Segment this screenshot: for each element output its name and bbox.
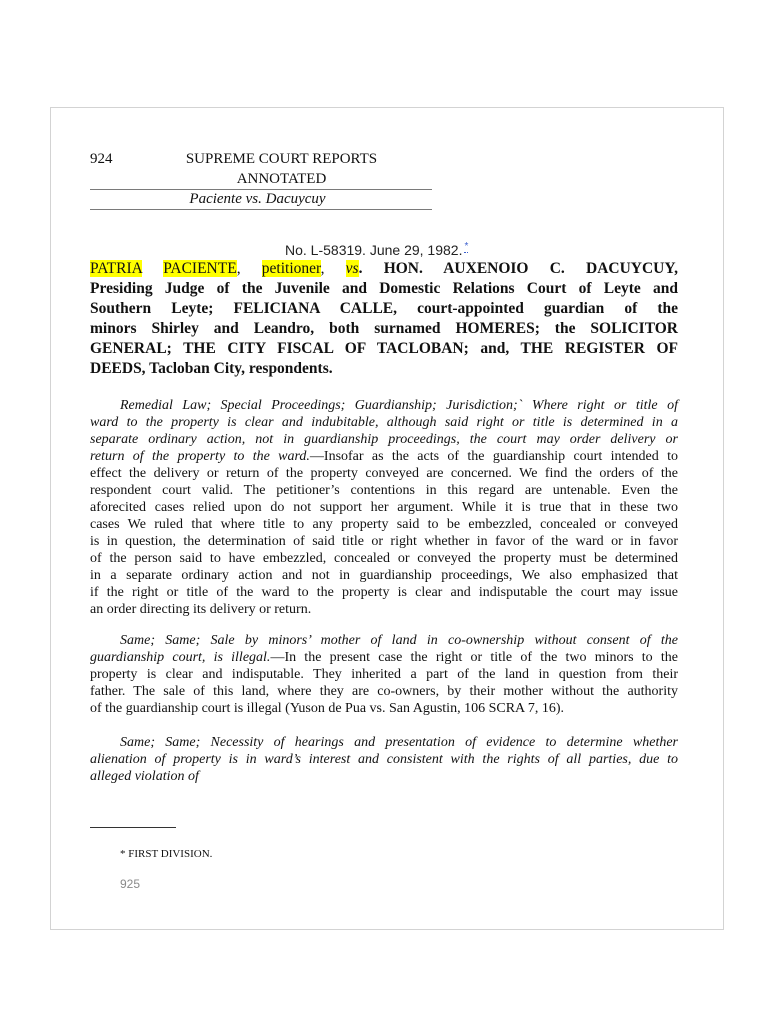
syllabus-line bbox=[90, 516, 678, 533]
syllabus-line bbox=[90, 414, 678, 431]
syllabus-line bbox=[90, 601, 678, 618]
bold-text: HON. AUXENOIO C. DACUYCUY, bbox=[383, 260, 678, 277]
caption-line bbox=[90, 279, 678, 299]
italic-text: Same; Same; Necessity of hearings and presentation of evidence to determine whether bbox=[120, 735, 678, 750]
italic-text: Same; Same; Sale by minors’ mother of land in co-ownership without consent of the bbox=[120, 633, 678, 648]
text-run: property is clear and indisputable. They inherited a part of the land in question from their bbox=[90, 667, 678, 682]
syllabus-line bbox=[90, 465, 678, 482]
italic-text: Remedial Law; Special Proceedings; Guardianship; Jurisdiction;` Where right or title of bbox=[120, 398, 678, 413]
footnote bbox=[120, 847, 212, 861]
syllabus-paragraph-sale-by-mother bbox=[90, 632, 678, 717]
syllabus-line bbox=[90, 734, 678, 751]
italic-text: return of the property to the ward. bbox=[90, 449, 310, 464]
text-run: if the right or title of the ward to the property is clear and indisputable the court may issue bbox=[90, 585, 678, 600]
parties-caption bbox=[90, 259, 678, 379]
syllabus-line bbox=[90, 649, 678, 666]
highlighted-italic-text: vs bbox=[345, 260, 359, 277]
syllabus-line bbox=[90, 499, 678, 516]
syllabus-line bbox=[90, 700, 678, 717]
bold-text: Presiding Judge of the Juvenile and Domestic Relations Court of Leyte and bbox=[90, 280, 678, 297]
syllabus-line bbox=[90, 533, 678, 550]
text-run: of the person said to have embezzled, concealed or conveyed the property must be determined bbox=[90, 551, 678, 566]
text-run: , bbox=[320, 260, 346, 277]
text-run: —In the present case the right or title of the two minors to the bbox=[270, 650, 678, 665]
syllabus-line bbox=[90, 448, 678, 465]
italic-text: alienation of property is in ward’s interest and consistent with the rights of all parties, due to bbox=[90, 752, 678, 767]
text-run: respondent court valid. The petitioner’s contentions in this regard are untenable. Even the bbox=[90, 483, 678, 498]
header-rule-bottom bbox=[90, 209, 432, 210]
italic-text: alleged violation of bbox=[90, 769, 199, 784]
syllabus-line bbox=[90, 567, 678, 584]
next-page-number: 925 bbox=[120, 877, 141, 891]
bold-text: DEEDS, Tacloban City, respondents. bbox=[90, 360, 333, 377]
text-run: father. The sale of this land, where they are co-owners, by their mother without the authority bbox=[90, 684, 678, 699]
syllabus-line bbox=[90, 550, 678, 567]
italic-text: separate ordinary action, not in guardianship proceedings, the court may order delivery or bbox=[90, 432, 678, 447]
running-title: Paciente vs. Dacuycuy bbox=[189, 191, 326, 207]
caption-line bbox=[90, 299, 678, 319]
case-docket-line bbox=[285, 240, 468, 260]
caption-line bbox=[90, 339, 678, 359]
text-run: , bbox=[236, 260, 262, 277]
footnote-separator bbox=[90, 827, 176, 828]
italic-text: guardianship court, is illegal. bbox=[90, 650, 271, 665]
highlighted-text: PACIENTE bbox=[163, 260, 237, 277]
footnote-text: FIRST DIVISION. bbox=[128, 848, 213, 860]
syllabus-line bbox=[90, 666, 678, 683]
syllabus-line bbox=[90, 751, 678, 768]
bold-text: Southern Leyte; FELICIANA CALLE, court-appointed guardian of the bbox=[90, 300, 678, 317]
caption-line bbox=[90, 319, 678, 339]
bold-text: . bbox=[358, 260, 384, 277]
caption-line bbox=[90, 259, 678, 279]
syllabus-paragraph-necessity-of-hearings bbox=[90, 734, 678, 785]
caption-line bbox=[90, 359, 678, 379]
text-run: cases We ruled that where title to any property said to be embezzled, concealed or conveyed bbox=[90, 517, 678, 532]
syllabus-line bbox=[90, 431, 678, 448]
reporter-title: SUPREME COURT REPORTS bbox=[185, 151, 378, 167]
syllabus-line bbox=[90, 632, 678, 649]
text-run: in a separate ordinary action and not in guardianship proceedings, We also emphasized that bbox=[90, 568, 678, 583]
syllabus-line bbox=[90, 397, 678, 414]
syllabus-line bbox=[90, 584, 678, 601]
syllabus-line bbox=[90, 768, 678, 785]
italic-text: ward to the property is clear and indubitable, although said right or title is determined in a bbox=[90, 415, 678, 430]
text-run: is in question, the determination of said title or right whether in favor of the ward or in favor bbox=[90, 534, 678, 549]
syllabus-line bbox=[90, 482, 678, 499]
footnote-marker: * bbox=[120, 848, 126, 860]
highlighted-text: petitioner bbox=[261, 260, 321, 277]
text-run bbox=[142, 260, 163, 277]
footnote-reference-link[interactable]: * bbox=[464, 241, 469, 253]
text-run: —Insofar as the acts of the guardianship court intended to bbox=[309, 449, 678, 464]
reporter-title-continued: ANNOTATED bbox=[236, 171, 327, 187]
text-run: effect the delivery or return of the property conveyed are concerned. We find the orders of the bbox=[90, 466, 678, 481]
syllabus-line bbox=[90, 683, 678, 700]
highlighted-text: PATRIA bbox=[90, 260, 142, 277]
bold-text: minors Shirley and Leandro, both surnamed HOMERES; the SOLICITOR bbox=[90, 320, 678, 337]
text-run: an order directing its delivery or return. bbox=[90, 602, 312, 617]
page-number: 924 bbox=[90, 151, 113, 167]
bold-text: GENERAL; THE CITY FISCAL OF TACLOBAN; and, THE REGISTER OF bbox=[90, 340, 678, 357]
text-run: of the guardianship court is illegal (Yuson de Pua vs. San Agustin, 106 SCRA 7, 16). bbox=[90, 701, 565, 716]
syllabus-paragraph-jurisdiction bbox=[90, 397, 678, 618]
docket-number-and-date: No. L-58319. June 29, 1982. bbox=[285, 242, 463, 258]
text-run: aforecited cases relied upon do not support her argument. While it is true that in these two bbox=[90, 500, 678, 515]
